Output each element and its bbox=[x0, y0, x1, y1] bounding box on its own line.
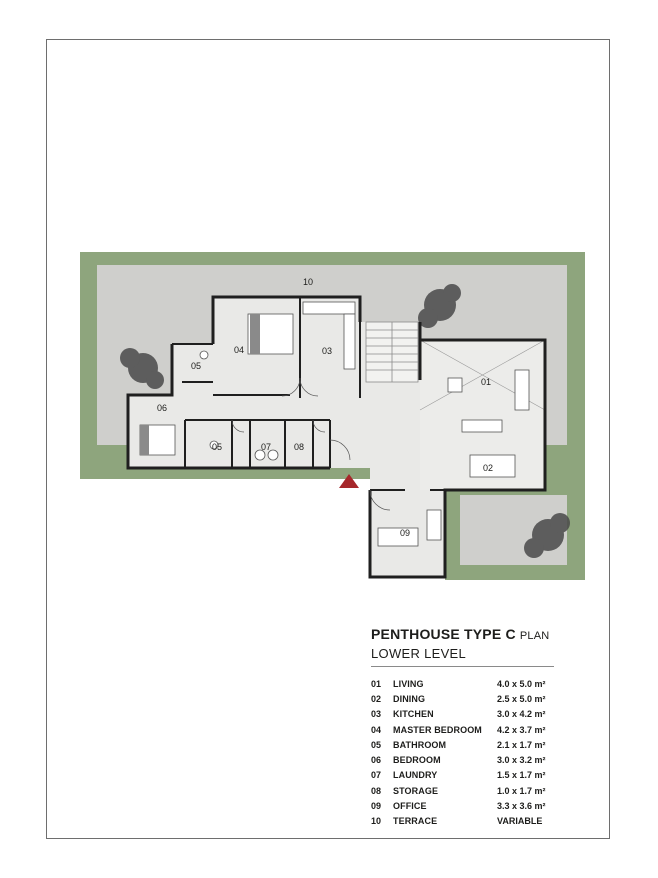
legend-num: 09 bbox=[371, 801, 382, 812]
kitchen-counter bbox=[303, 302, 355, 314]
room-label-master-bedroom: 04 bbox=[234, 345, 245, 355]
plan-title-block bbox=[371, 626, 561, 667]
legend-num: 04 bbox=[371, 724, 382, 735]
sofa-icon bbox=[462, 420, 502, 432]
legend-name: BATHROOM bbox=[393, 739, 447, 750]
sofa-icon bbox=[427, 510, 441, 540]
desk-icon bbox=[378, 528, 418, 546]
legend-dim: 3.0 x 4.2 m² bbox=[497, 709, 546, 720]
legend-dim: VARIABLE bbox=[497, 816, 543, 827]
room-label-laundry: 07 bbox=[261, 442, 272, 452]
legend-num: 02 bbox=[371, 693, 382, 704]
legend-name: MASTER BEDROOM bbox=[393, 724, 482, 735]
legend-name: LIVING bbox=[393, 678, 424, 689]
room-legend bbox=[371, 676, 571, 829]
title-divider bbox=[371, 666, 554, 667]
legend-num: 10 bbox=[371, 816, 382, 827]
legend-row bbox=[371, 676, 571, 691]
room-label-storage: 08 bbox=[294, 442, 305, 452]
room-label-bathroom-2: 05 bbox=[212, 442, 223, 452]
legend-name: LAUNDRY bbox=[393, 770, 438, 781]
legend-dim: 1.5 x 1.7 m² bbox=[497, 770, 546, 781]
legend-name: TERRACE bbox=[393, 816, 438, 827]
staircase bbox=[366, 322, 418, 382]
sink-icon bbox=[200, 351, 208, 359]
legend-num: 06 bbox=[371, 755, 382, 766]
legend-dim: 4.2 x 3.7 m² bbox=[497, 724, 546, 735]
plan-title-suffix: PLAN bbox=[519, 630, 550, 642]
legend-dim: 4.0 x 5.0 m² bbox=[497, 678, 546, 689]
legend-num: 03 bbox=[371, 709, 382, 720]
pillow-icon bbox=[250, 314, 260, 354]
room-label-office: 09 bbox=[400, 528, 411, 538]
legend-name: BEDROOM bbox=[393, 755, 441, 766]
legend-dim: 3.3 x 3.6 m² bbox=[497, 801, 546, 812]
legend-row bbox=[371, 768, 571, 783]
legend-dim: 2.5 x 5.0 m² bbox=[497, 693, 546, 704]
legend-row bbox=[371, 798, 571, 813]
legend-num: 01 bbox=[371, 678, 382, 689]
legend-row bbox=[371, 737, 571, 752]
legend-dim: 3.0 x 3.2 m² bbox=[497, 755, 546, 766]
legend-name: OFFICE bbox=[393, 801, 427, 812]
plan-title-bold: PENTHOUSE TYPE C bbox=[371, 626, 516, 642]
room-label-dining: 02 bbox=[483, 463, 494, 473]
room-label-living: 01 bbox=[481, 377, 492, 387]
kitchen-counter-side bbox=[344, 314, 355, 369]
plan-subtitle: LOWER LEVEL bbox=[371, 646, 467, 661]
legend-row bbox=[371, 752, 571, 767]
legend-num: 08 bbox=[371, 785, 382, 796]
legend-name: DINING bbox=[393, 693, 426, 704]
legend-row bbox=[371, 691, 571, 706]
room-label-bedroom: 06 bbox=[157, 403, 168, 413]
legend-name: KITCHEN bbox=[393, 709, 434, 720]
legend-num: 07 bbox=[371, 770, 382, 781]
legend-name: STORAGE bbox=[393, 785, 439, 796]
legend-row bbox=[371, 814, 571, 829]
legend-row bbox=[371, 722, 571, 737]
room-label-terrace: 10 bbox=[303, 277, 314, 287]
room-label-bathroom: 05 bbox=[191, 361, 202, 371]
legend-dim: 1.0 x 1.7 m² bbox=[497, 785, 546, 796]
legend-row bbox=[371, 783, 571, 798]
legend-row bbox=[371, 707, 571, 722]
plan-title bbox=[371, 626, 561, 644]
legend-dim: 2.1 x 1.7 m² bbox=[497, 739, 546, 750]
pillow-icon bbox=[140, 425, 149, 455]
sofa-icon bbox=[515, 370, 529, 410]
armchair-icon bbox=[448, 378, 462, 392]
legend-num: 05 bbox=[371, 739, 382, 750]
room-label-kitchen: 03 bbox=[322, 346, 333, 356]
